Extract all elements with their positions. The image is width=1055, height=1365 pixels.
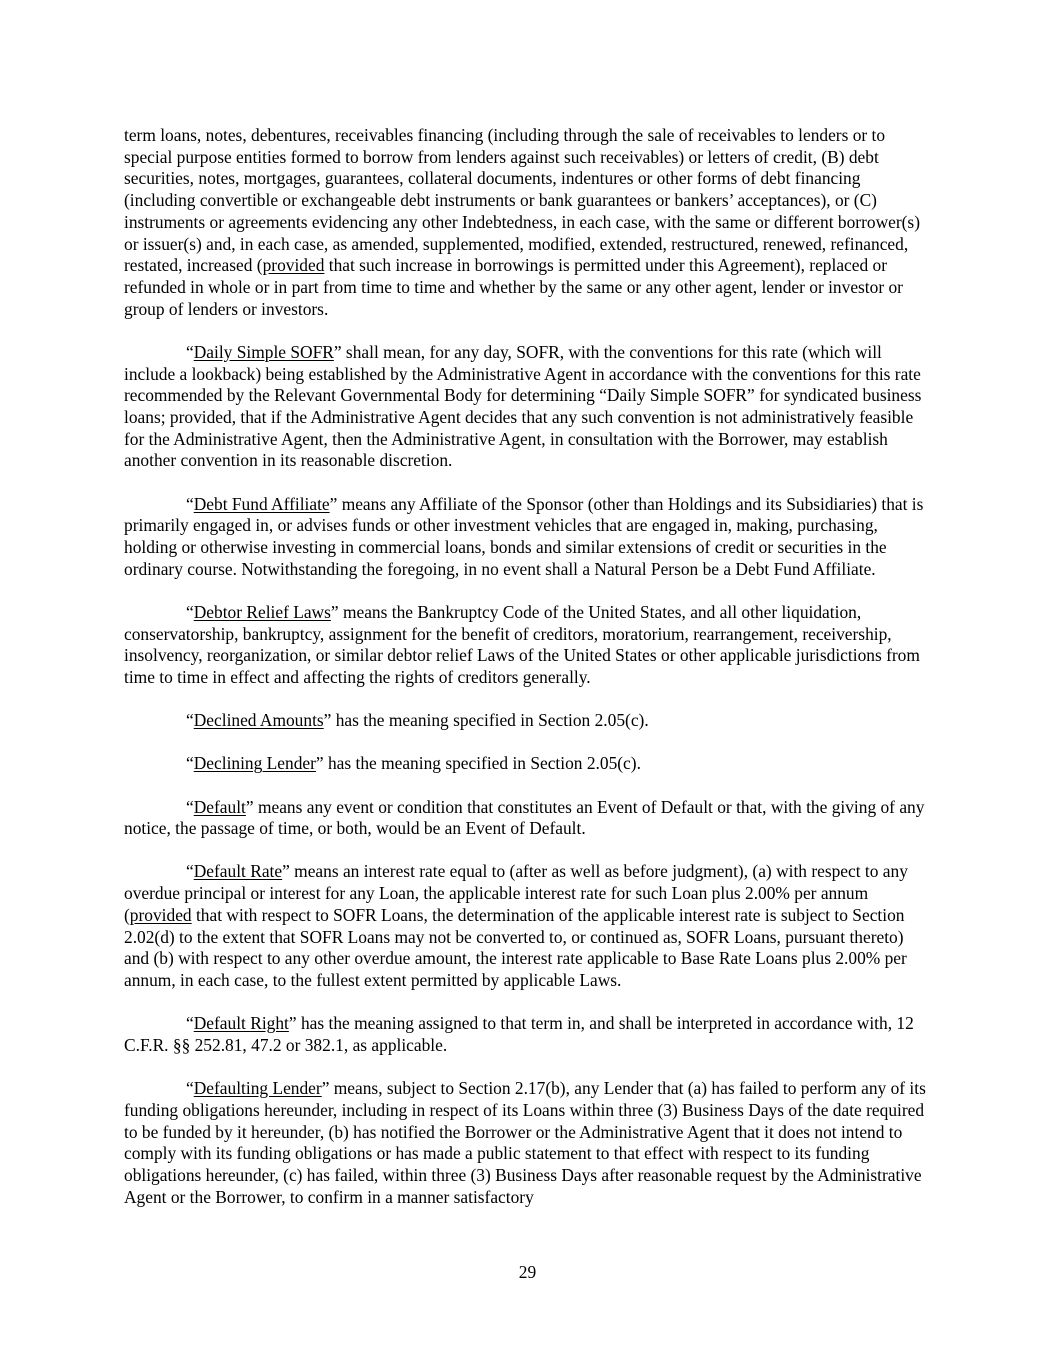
document-body (124, 125, 932, 1230)
defined-term: Default Right (193, 1013, 289, 1034)
definition-default-rate: “Default Rate” means an interest rate equal to (after as well as before judgment), (a) with respect to any overdue principal or interest for any Loan, the applicable interest rate for such Loan plus 2.00% per annum (provided that with respect to SOFR Loans, the determination of the applicable interest rate is subject to Section 2.02(d) to the extent that SOFR Loans may not be converted to, or continued as, SOFR Loans, pursuant thereto) and (b) with respect to any other overdue amount, the interest rate applicable to Base Rate Loans plus 2.00% per annum, in each case, to the fullest extent permitted by applicable Laws. (124, 861, 908, 990)
defined-term: Debt Fund Affiliate (193, 493, 330, 514)
definition-text: ” shall mean, for any day, SOFR, with the conventions for this rate (which will include a lookback) being established by the Administrative Agent in accordance with the conventions for this rate recommended by the Relevant Governmental Body for determining “Daily Simple SOFR” for syndicated business loans; provided, that if the Administrative Agent decides that any such convention is not administratively feasible for the Administrative Agent, then the Administrative Agent, in consultation with the Borrower, may establish another convention in its reasonable discretion. (124, 341, 922, 471)
defined-term: Declining Lender (193, 753, 316, 774)
definition-text: ” means the Bankruptcy Code of the United States, and all other liquidation, conservatorship, bankruptcy, assignment for the benefit of creditors, moratorium, rearrangement, receivership, insolvency, reorganization, or similar debtor relief Laws of the United States or other applicable jurisdictions from time to time in effect and affecting the rights of creditors generally. (124, 601, 920, 687)
definition-default-right: “Default Right” has the meaning assigned to that term in, and shall be interpreted in accordance with, 12 C.F.R. §§ 252.81, 47.2 or 382.1, as applicable. (124, 1013, 914, 1055)
defined-term: Defaulting Lender (193, 1078, 322, 1099)
definition-defaulting-lender: “Defaulting Lender” means, subject to Section 2.17(b), any Lender that (a) has failed to perform any of its funding obligations hereunder, including in respect of its Loans within three (3) Business Days of the date required to be funded by it hereunder, (b) has notified the Borrower or the Administrative Agent that it does not intend to comply with its funding obligations or has made a public statement to that effect with respect to its funding obligations hereunder, (c) has failed, within three (3) Business Days after reasonable request by the Administrative Agent or the Borrower, to confirm in a manner satisfactory (124, 1078, 926, 1207)
definition-declining-lender: “Declining Lender” has the meaning specified in Section 2.05(c). (186, 753, 641, 774)
page-number: 29 (518, 1262, 537, 1282)
definition-text: ” has the meaning specified in Section 2.05(c). (315, 753, 641, 774)
definition-text: ” means any Affiliate of the Sponsor (other than Holdings and its Subsidiaries) that is primarily engaged in, or advises funds or other investment vehicles that are engaged in, making, purchasing, holding or otherwise investing in commercial loans, bonds and similar extensions of credit or securities in the ordinary course. Notwithstanding the foregoing, in no event shall a Natural Person be a Debt Fund Affiliate. (124, 493, 924, 579)
definition-text: that with respect to SOFR Loans, the determination of the applicable interest rate is subject to Section 2.02(d) to the extent that SOFR Loans may not be converted to, or continued as, SOFR Loans, pursuant thereto) and (b) with respect to any other overdue amount, the interest rate applicable to Base Rate Loans plus 2.00% per annum, in each case, to the fullest extent permitted by applicable Laws. (124, 904, 907, 990)
paragraph-text: term loans, notes, debentures, receivables financing (including through the sale of receivables to lenders or to special purpose entities formed to borrow from lenders against such receivables) or letters of credit, (B) debt securities, notes, mortgages, guarantees, collateral documents, indentures or other forms of debt financing (including convertible or exchangeable debt instruments or bank guarantees or bankers’ acceptances), or (C) instruments or agreements evidencing any other Indebtedness, in each case, with the same or different borrower(s) or issuer(s) and, in each case, as amended, supplemented, modified, extended, restructured, renewed, refinanced, restated, increased ( (124, 125, 920, 276)
continuation-paragraph (124, 125, 932, 320)
definition-text: ” means, subject to Section 2.17(b), any Lender that (a) has failed to perform any of its funding obligations hereunder, including in respect of its Loans within three (3) Business Days of the date required to be funded by it hereunder, (b) has notified the Borrower or the Administrative Agent that it does not intend to comply with its funding obligations or has made a public statement to that effect with respect to its funding obligations hereunder, (c) has failed, within three (3) Business Days after reasonable request by the Administrative Agent or the Borrower, to confirm in a manner satisfactory (124, 1078, 926, 1207)
provided-term: provided (129, 904, 192, 925)
defined-term: Debtor Relief Laws (193, 601, 331, 622)
definition-text: ” has the meaning assigned to that term in, and shall be interpreted in accordance with, 12 C.F.R. §§ 252.81, 47.2 or 382.1, as applicable. (124, 1013, 914, 1055)
definition-text: ” means any event or condition that constitutes an Event of Default or that, with the giving of any notice, the passage of time, or both, would be an Event of Default. (124, 796, 925, 839)
provided-term: provided (262, 255, 325, 276)
definition-declined-amounts: “Declined Amounts” has the meaning specified in Section 2.05(c). (186, 710, 649, 731)
definition-daily-simple-sofr: “Daily Simple SOFR” shall mean, for any day, SOFR, with the conventions for this rate (which will include a lookback) being established by the Administrative Agent in accordance with the conventions for this rate recommended by the Relevant Governmental Body for determining “Daily Simple SOFR” for syndicated business loans; provided, that if the Administrative Agent decides that any such convention is not administratively feasible for the Administrative Agent, then the Administrative Agent, in consultation with the Borrower, may establish another convention in its reasonable discretion. (124, 341, 922, 471)
paragraph-text: that such increase in borrowings is permitted under this Agreement), replaced or refunded in whole or in part from time to time and whether by the same or any other agent, lender or investor or group of lenders or investors. (124, 255, 903, 319)
definition-default: “Default” means any event or condition that constitutes an Event of Default or that, with the giving of any notice, the passage of time, or both, would be an Event of Default. (124, 796, 925, 839)
definition-debtor-relief-laws: “Debtor Relief Laws” means the Bankruptcy Code of the United States, and all other liquidation, conservatorship, bankruptcy, assignment for the benefit of creditors, moratorium, rearrangement, receivership, insolvency, reorganization, or similar debtor relief Laws of the United States or other applicable jurisdictions from time to time in effect and affecting the rights of creditors generally. (124, 601, 920, 687)
defined-term: Declined Amounts (193, 710, 324, 731)
defined-term: Default (193, 796, 246, 817)
definition-text: ” has the meaning specified in Section 2.05(c). (323, 710, 649, 731)
definition-text: ” means an interest rate equal to (after as well as before judgment), (a) with respect to any overdue principal or interest for any Loan, the applicable interest rate for such Loan plus 2.00% per annum ( (124, 861, 908, 925)
defined-term: Default Rate (193, 861, 283, 882)
defined-term: Daily Simple SOFR (193, 341, 334, 362)
definition-debt-fund-affiliate: “Debt Fund Affiliate” means any Affiliate of the Sponsor (other than Holdings and its Subsidiaries) that is primarily engaged in, or advises funds or other investment vehicles that are engaged in, making, purchasing, holding or otherwise investing in commercial loans, bonds and similar extensions of credit or securities in the ordinary course. Notwithstanding the foregoing, in no event shall a Natural Person be a Debt Fund Affiliate. (124, 493, 924, 579)
